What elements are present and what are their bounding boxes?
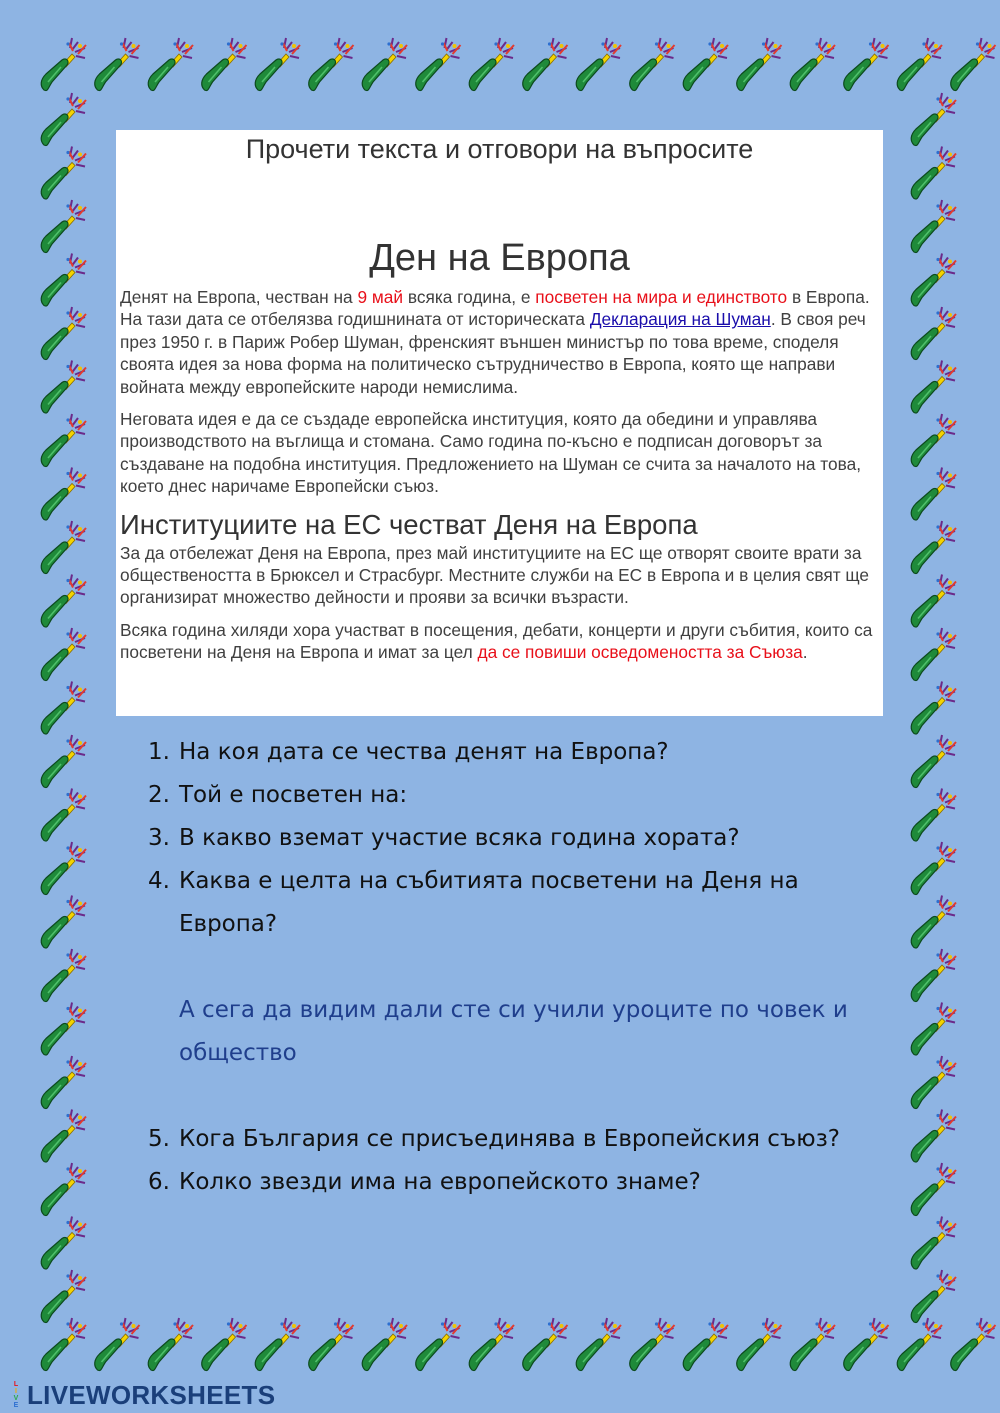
question-item: 2. Той е посветен на: — [148, 782, 408, 808]
champagne-bottle-icon — [41, 735, 86, 788]
champagne-bottle-icon — [41, 254, 86, 307]
question-item: 3. В какво вземат участие всяка година хората? — [148, 825, 740, 851]
champagne-bottle-icon — [911, 1056, 956, 1109]
champagne-bottle-icon — [95, 1318, 140, 1371]
champagne-bottle-icon — [576, 38, 621, 91]
champagne-bottle-icon — [523, 38, 568, 91]
champagne-bottle-icon — [911, 628, 956, 681]
champagne-bottle-icon — [41, 1217, 86, 1270]
champagne-bottle-icon — [911, 93, 956, 146]
reading-text-box — [116, 130, 883, 716]
paragraph-3: За да отбележат Деня на Европа, през май институциите на ЕС ще отворят своите врати за обществеността в Брюксел и Страсбург. Местните служби на ЕС в Европа и в целия свят ще организират множество дейности и прояви за всички възрасти. — [120, 542, 870, 608]
champagne-bottle-icon — [309, 1318, 354, 1371]
review-note: А сега да видим дали сте си учили уроците по човек и общество — [179, 997, 848, 1066]
champagne-bottle-icon — [148, 38, 193, 91]
champagne-bottle-icon — [255, 1318, 300, 1371]
champagne-bottle-icon — [41, 949, 86, 1002]
schuman-declaration-link[interactable]: Декларация на Шуман — [589, 309, 771, 330]
champagne-bottle-icon — [911, 1110, 956, 1163]
highlight-goal: да се повиши осведомеността за Съюза — [477, 642, 803, 663]
champagne-bottle-icon — [41, 628, 86, 681]
question-item: 4. Каква е целта на събитията посветени на Деня на Европа? — [148, 868, 799, 937]
champagne-bottle-icon — [41, 789, 86, 842]
champagne-bottle-icon — [41, 468, 86, 521]
champagne-bottle-icon — [41, 307, 86, 360]
champagne-bottle-icon — [911, 949, 956, 1002]
champagne-bottle-icon — [469, 38, 514, 91]
champagne-bottle-icon — [202, 38, 247, 91]
article-title: Ден на Европа — [369, 237, 630, 279]
paragraph-1: Денят на Европа, честван на 9 май всяка година, е посветен на мира и единството в Европа. На тази дата се отбелязва годишнината от историческата Декларация на Шуман. В своя реч през 1950 г. в Париж Робер Шуман, френският външен министър по това време, споделя своята идея за нова форма на политическо сътрудничество в Европа, която ще направи войната между европейските народи немислима. — [120, 287, 870, 397]
instruction-heading: Прочети текста и отговори на въпросите — [245, 134, 754, 164]
champagne-bottle-icon — [41, 1110, 86, 1163]
champagne-bottle-icon — [416, 38, 461, 91]
champagne-bottle-icon — [309, 38, 354, 91]
section-subheading: Институциите на ЕС честват Деня на Европа — [120, 508, 698, 540]
champagne-bottle-icon — [41, 93, 86, 146]
champagne-bottle-icon — [41, 682, 86, 735]
paragraph-4: Всяка година хиляди хора участват в посещения, дебати, концерти и други събития, които са посветени на Деня на Европа и имат за цел да се повиши осведомеността за Съюза. — [120, 619, 873, 663]
champagne-bottle-icon — [911, 521, 956, 574]
question-item: 5. Кога България се присъединява в Европейския съюз? — [148, 1126, 841, 1152]
champagne-bottle-icon — [844, 38, 889, 91]
champagne-bottle-icon — [683, 38, 728, 91]
champagne-bottle-icon — [911, 254, 956, 307]
champagne-bottle-icon — [41, 361, 86, 414]
champagne-bottle-icon — [255, 38, 300, 91]
champagne-bottle-icon — [790, 1318, 835, 1371]
champagne-bottle-icon — [469, 1318, 514, 1371]
champagne-bottle-icon — [911, 468, 956, 521]
champagne-bottle-icon — [911, 414, 956, 467]
champagne-bottle-icon — [911, 147, 956, 200]
champagne-bottle-icon — [911, 307, 956, 360]
champagne-bottle-icon — [737, 1318, 782, 1371]
champagne-bottle-icon — [41, 575, 86, 628]
champagne-bottle-icon — [911, 1163, 956, 1216]
champagne-bottle-icon — [148, 1318, 193, 1371]
champagne-bottle-icon — [523, 1318, 568, 1371]
champagne-bottle-icon — [41, 1163, 86, 1216]
champagne-bottle-icon — [911, 896, 956, 949]
champagne-bottle-icon — [844, 1318, 889, 1371]
champagne-bottle-icon — [911, 789, 956, 842]
champagne-bottle-icon — [41, 896, 86, 949]
champagne-bottle-icon — [951, 38, 996, 91]
champagne-bottle-icon — [41, 842, 86, 895]
champagne-bottle-icon — [41, 1056, 86, 1109]
champagne-bottle-icon — [362, 38, 407, 91]
champagne-bottle-icon — [41, 1318, 86, 1371]
champagne-bottle-icon — [41, 521, 86, 574]
champagne-bottle-icon — [897, 1318, 942, 1371]
champagne-bottle-icon — [911, 682, 956, 735]
champagne-bottle-icon — [630, 1318, 675, 1371]
champagne-bottle-icon — [951, 1318, 996, 1371]
champagne-bottle-icon — [41, 147, 86, 200]
champagne-bottle-icon — [41, 200, 86, 253]
champagne-bottle-icon — [630, 38, 675, 91]
champagne-bottle-icon — [911, 1003, 956, 1056]
champagne-bottle-icon — [576, 1318, 621, 1371]
champagne-bottle-icon — [790, 38, 835, 91]
champagne-bottle-icon — [911, 735, 956, 788]
champagne-bottle-icon — [911, 361, 956, 414]
champagne-bottle-icon — [41, 1003, 86, 1056]
champagne-bottle-icon — [683, 1318, 728, 1371]
logo-text: LIVEWORKSHEETS — [27, 1379, 276, 1410]
liveworksheets-logo[interactable] — [8, 1380, 275, 1410]
questions-list — [148, 731, 888, 1204]
highlight-dedicated: посветен на мира и единството — [535, 287, 788, 307]
paragraph-2: Неговата идея е да се създаде европейска институция, която да обедини и управлява производството на въглища и стомана. Само година по-късно е подписан договорът за създаване на подобна институция. Предложението на Шуман се счита за началото на това, което днес наричаме Европейски съюз. — [120, 409, 861, 497]
question-item: 6. Колко звезди има на европейското знаме? — [148, 1169, 701, 1195]
champagne-bottle-icon — [911, 575, 956, 628]
champagne-bottle-icon — [911, 1270, 956, 1323]
champagne-bottle-icon — [911, 1217, 956, 1270]
champagne-bottle-icon — [202, 1318, 247, 1371]
champagne-bottle-icon — [911, 200, 956, 253]
champagne-bottle-icon — [362, 1318, 407, 1371]
champagne-bottle-icon — [416, 1318, 461, 1371]
champagne-bottle-icon — [95, 38, 140, 91]
logo-badge-icon: L I V E — [13, 1381, 19, 1409]
champagne-bottle-icon — [911, 842, 956, 895]
champagne-bottle-icon — [897, 38, 942, 91]
champagne-bottle-icon — [41, 414, 86, 467]
highlight-date: 9 май — [357, 287, 404, 307]
champagne-bottle-icon — [737, 38, 782, 91]
champagne-bottle-icon — [41, 1270, 86, 1323]
question-item: 1. На коя дата се чества денят на Европа? — [148, 739, 669, 765]
champagne-bottle-icon — [41, 38, 86, 91]
